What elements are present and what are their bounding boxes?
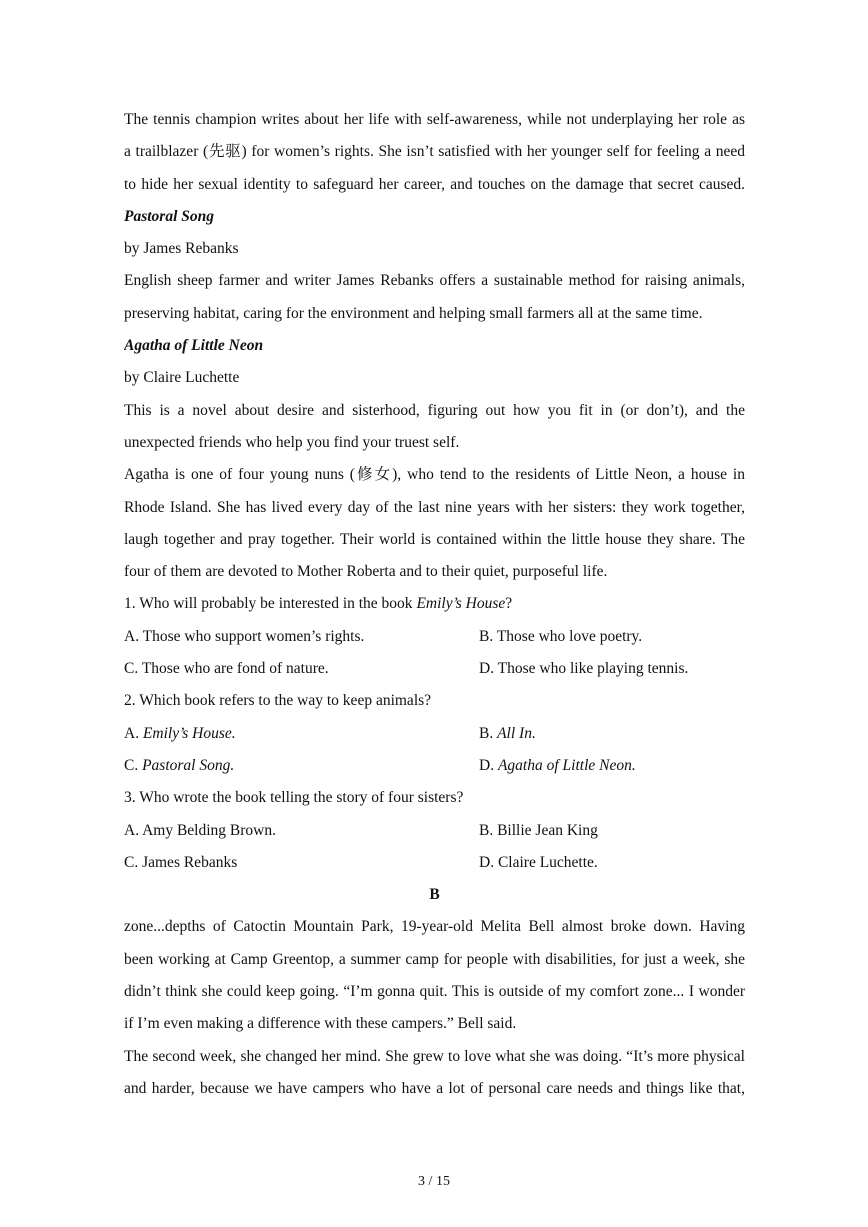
option-d	[479, 750, 745, 782]
paragraph-line: to hide her sexual identity to safeguard her career, and touches on the damage that secret caused.	[124, 175, 745, 193]
question-stem-end: ?	[505, 595, 513, 613]
paragraph-line: Agatha is one of four young nuns (修女), who tend to the residents of Little Neon, a house in	[124, 466, 745, 484]
option-text: Those who support women’s rights.	[142, 627, 365, 645]
book-author: by Claire Luchette	[124, 369, 240, 387]
question-stem: 2. Which book refers to the way to keep animals?	[124, 692, 432, 710]
option-letter: B.	[479, 724, 498, 742]
option-text: Those who love poetry.	[496, 627, 643, 645]
option-text: Agatha of Little Neon	[497, 756, 632, 774]
paragraph-line: if I’m even making a difference with these campers.” Bell said.	[124, 1015, 517, 1033]
option-text: Claire Luchette.	[497, 853, 598, 871]
option-text: Those who like playing tennis.	[497, 660, 689, 678]
option-letter: C.	[124, 756, 143, 774]
paragraph-line: unexpected friends who help you find your truest self.	[124, 433, 460, 451]
paragraph-line: English sheep farmer and writer James Rebanks offers a sustainable method for raising animals,	[124, 272, 745, 290]
option-letter: A.	[124, 821, 143, 839]
paragraph-line: didn’t think she could keep going. “I’m gonna quit. This is outside of my comfort zone... I wonder	[124, 983, 745, 1001]
option-letter: B.	[479, 627, 497, 645]
page-total: 15	[435, 1174, 450, 1189]
option-c	[124, 653, 479, 685]
option-row	[124, 653, 745, 685]
option-a	[124, 718, 479, 750]
book-title: Pastoral Song	[124, 207, 215, 225]
option-letter: D.	[479, 660, 498, 678]
book-title: Agatha of Little Neon	[124, 337, 264, 355]
option-c	[124, 750, 479, 782]
page-number	[0, 1172, 868, 1192]
option-b	[479, 621, 745, 653]
book-author: by James Rebanks	[124, 240, 239, 258]
option-letter: C.	[124, 660, 142, 678]
paragraph-line: and harder, because we have campers who have a lot of personal care needs and things like that,	[124, 1079, 745, 1097]
option-letter: A.	[124, 627, 143, 645]
option-text: Emily’s House	[142, 724, 232, 742]
option-text: Amy Belding Brown.	[142, 821, 276, 839]
paragraph-line: preserving habitat, caring for the environment and helping small farmers all at the same time.	[124, 304, 703, 322]
option-row	[124, 847, 745, 879]
question-stem	[124, 588, 745, 620]
paragraph-line: a trailblazer (先驱) for women’s rights. She isn’t satisfied with her younger self for feeling a need	[124, 143, 745, 161]
option-text: All In	[497, 724, 532, 742]
paragraph-line: The second week, she changed her mind. She grew to love what she was doing. “It’s more physical	[124, 1047, 745, 1065]
page-current: 3	[418, 1174, 426, 1189]
section-heading: B	[429, 886, 440, 904]
option-b	[479, 815, 745, 847]
page-separator: /	[425, 1174, 436, 1189]
paragraph-line: zone...depths of Catoctin Mountain Park, 19-year-old Melita Bell almost broke down. Having	[124, 918, 745, 936]
option-letter: D.	[479, 756, 498, 774]
paragraph-line: been working at Camp Greentop, a summer camp for people with disabilities, for just a week, she	[124, 950, 745, 968]
option-letter: A.	[124, 724, 143, 742]
question-stem-text: 1. Who will probably be interested in the book	[124, 595, 417, 613]
option-letter: B.	[479, 821, 498, 839]
option-letter: D.	[479, 853, 498, 871]
option-text: James Rebanks	[142, 853, 238, 871]
paragraph-line: This is a novel about desire and sisterhood, figuring out how you fit in (or don’t), and the	[124, 401, 745, 419]
option-text: Those who are fond of nature.	[141, 660, 329, 678]
option-suffix: .	[231, 724, 236, 742]
document-body	[124, 104, 745, 1105]
paragraph-line: The tennis champion writes about her life with self-awareness, while not underplaying her role as	[124, 111, 745, 128]
option-b	[479, 718, 745, 750]
option-letter: C.	[124, 853, 143, 871]
option-suffix: .	[230, 756, 235, 774]
option-a	[124, 815, 479, 847]
option-d	[479, 653, 745, 685]
option-text: Billie Jean King	[497, 821, 598, 839]
question-stem: 3. Who wrote the book telling the story of four sisters?	[124, 789, 464, 807]
option-row	[124, 718, 745, 750]
option-suffix: .	[631, 756, 636, 774]
option-row	[124, 815, 745, 847]
option-row	[124, 621, 745, 653]
option-c	[124, 847, 479, 879]
question-stem-book-title: Emily’s House	[416, 595, 506, 613]
option-a	[124, 621, 479, 653]
paragraph-line: laugh together and pray together. Their world is contained within the little house they share. The	[124, 530, 745, 548]
paragraph-line: four of them are devoted to Mother Roberta and to their quiet, purposeful life.	[124, 563, 608, 581]
paragraph-line: Rhode Island. She has lived every day of the last nine years with her sisters: they work together,	[124, 498, 745, 516]
option-d	[479, 847, 745, 879]
option-row	[124, 750, 745, 782]
option-text: Pastoral Song	[142, 756, 231, 774]
option-suffix: .	[531, 724, 536, 742]
